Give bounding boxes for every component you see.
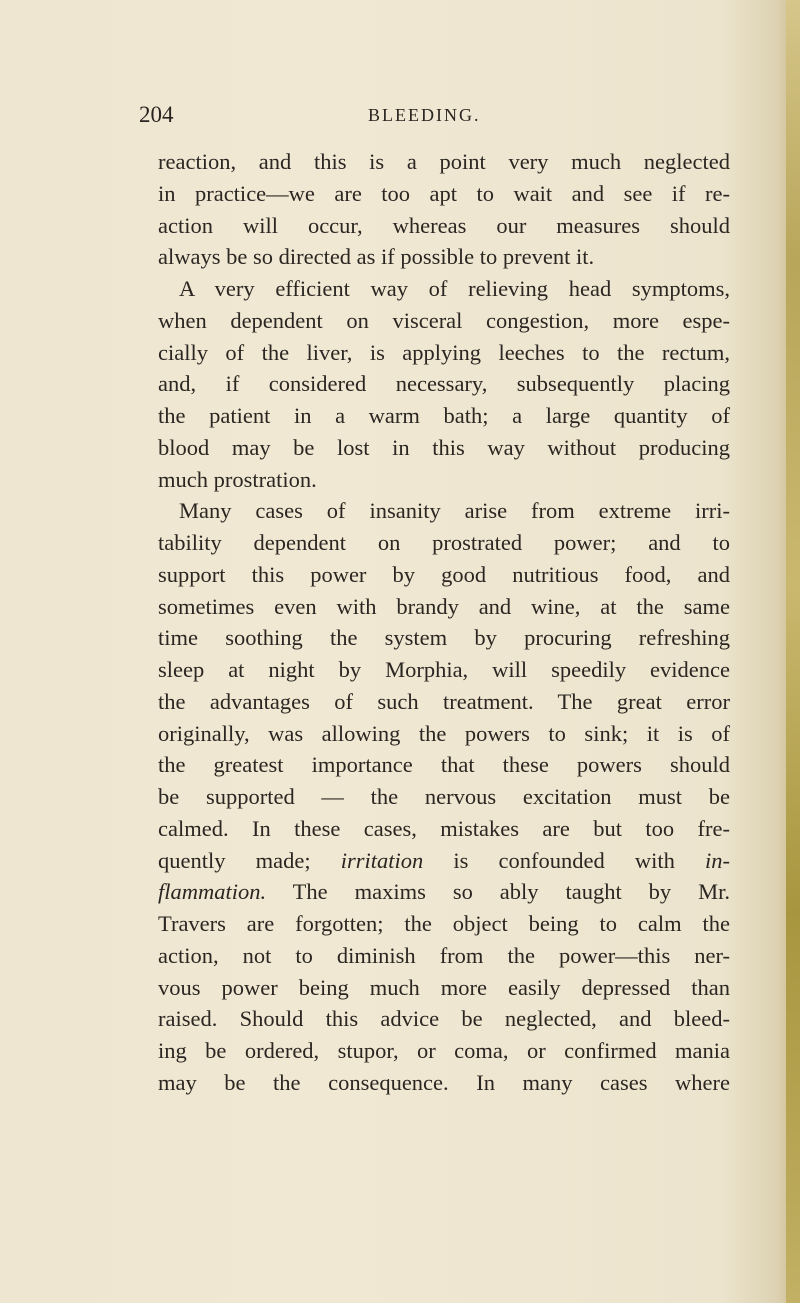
text-line: when dependent on visceral congestion, more espe- [158,307,730,333]
text-line: action, not to diminish from the power—this ner- [158,942,730,968]
text-line: be supported — the nervous excitation must be [158,784,730,809]
text-line: the advantages of such treatment. The great error [158,688,730,714]
text-line: sleep at night by Morphia, will speedily evidence [158,657,730,682]
page-number: 204 [139,102,174,127]
text-line: action will occur, whereas our measures should [158,212,730,238]
text-line: reaction, and this is a point very much neglected [158,149,730,174]
text-line: support this power by good nutritious food, and [158,561,730,587]
text-line: ing be ordered, stupor, or coma, or confirmed mania [158,1038,730,1063]
italic-term-inflammation-start: in- [705,847,731,873]
text-line: in practice—we are too apt to wait and see if re- [158,180,730,206]
italic-term-irritation: irritation [340,847,424,873]
page-edge [786,0,800,1303]
text-run: The maxims so ably taught by Mr. [266,879,730,905]
text-run: quently made; [158,847,341,873]
text-line: sometimes even with brandy and wine, at the same [158,593,730,619]
text-line: and, if considered necessary, subsequently placing [158,371,730,397]
text-line: calmed. In these cases, mistakes are but too fre- [158,815,730,841]
text-line: raised. Should this advice be neglected, and bleed- [158,1006,730,1032]
text-line: the patient in a warm bath; a large quantity of [158,403,730,428]
text-line: always be so directed as if possible to prevent it. [158,244,595,270]
running-head: BLEEDING. [368,105,481,125]
text-line: the greatest importance that these powers should [158,752,730,778]
text-line: cially of the liver, is applying leeches to the rectum, [158,339,730,365]
text-line: Many cases of insanity arise from extreme irri- [179,498,730,524]
text-line: originally, was allowing the powers to sink; it is of [158,720,730,746]
text-line: much prostration. [158,466,317,492]
text-line [158,845,730,877]
text-line: tability dependent on prostrated power; and to [158,530,730,555]
page-header [0,102,800,132]
text-line: blood may be lost in this way without producing [158,434,730,460]
italic-term-inflammation-end: flammation. [158,879,267,905]
text-line [158,876,730,908]
text-line: Travers are forgotten; the object being to calm the [158,911,730,936]
text-line: time soothing the system by procuring refreshing [158,625,730,651]
text-line: vous power being much more easily depressed than [158,974,730,1000]
body-text [158,146,730,1099]
text-line: may be the consequence. In many cases where [158,1069,730,1095]
text-run: is confounded with [423,847,706,873]
text-line: A very efficient way of relieving head symptoms, [179,276,730,301]
